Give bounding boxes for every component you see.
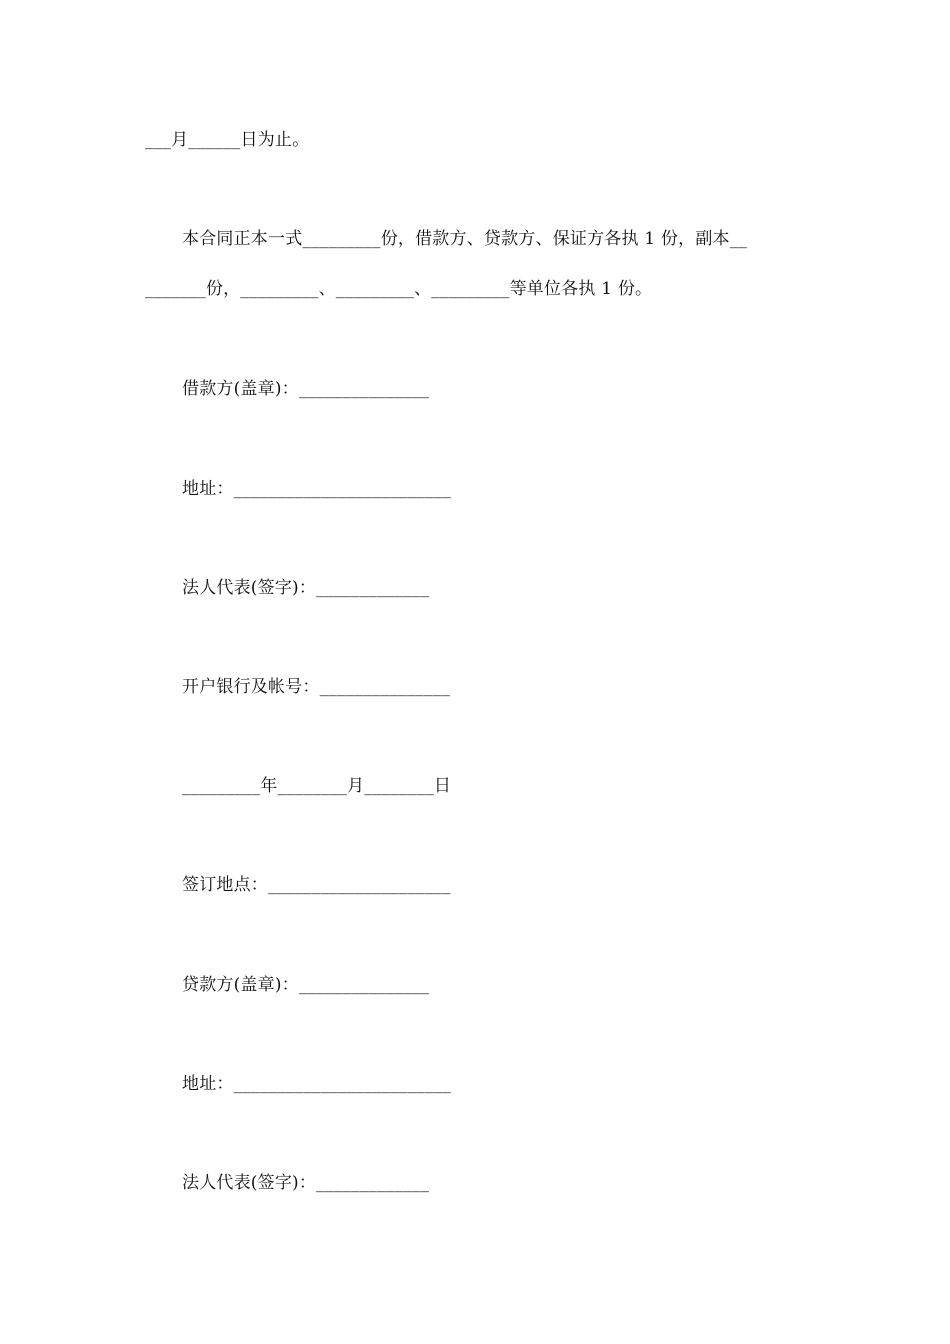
- lender-address-line: 地址：_________________________: [182, 1074, 452, 1094]
- lender-seal-line: 贷款方(盖章)：_______________: [182, 975, 430, 995]
- borrower-bank-account-line: 开户银行及帐号：_______________: [182, 677, 451, 697]
- copies-clause-line-1: 本合同正本一式_________份，借款方、贷款方、保证方各执 1 份，副本__: [182, 229, 748, 249]
- term-end-date-line: ___月______日为止。: [145, 130, 310, 150]
- copies-clause-line-2: _______份，_________、_________、_________等单位各执 1 份。: [145, 279, 653, 299]
- borrower-legal-rep-line: 法人代表(签字)：_____________: [182, 578, 430, 598]
- borrower-address-line: 地址：_________________________: [182, 479, 452, 499]
- borrower-seal-line: 借款方(盖章)：_______________: [182, 379, 430, 399]
- signing-date-line: _________年________月________日: [182, 776, 452, 796]
- lender-legal-rep-line: 法人代表(签字)：_____________: [182, 1173, 430, 1193]
- signing-place-line: 签订地点：_____________________: [182, 875, 451, 895]
